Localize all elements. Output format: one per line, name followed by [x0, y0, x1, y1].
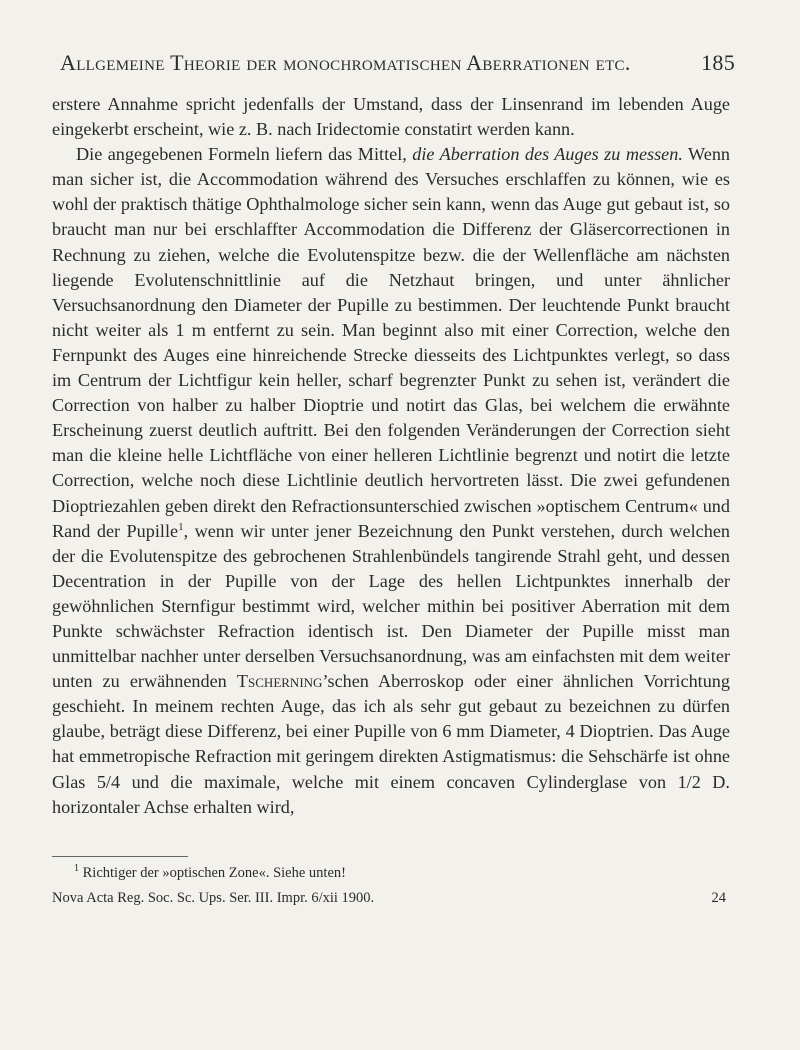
emphasis-phrase: die Aberration des Auges zu messen.	[412, 144, 683, 165]
page-number: 185	[701, 50, 735, 75]
body-text	[52, 92, 730, 820]
paragraph-1: erstere Annahme spricht jedenfalls der Umstand, dass der Linsenrand im lebenden Auge eingekerbt erscheint, wie z. B. nach Iridectomie constatirt werden kann.	[52, 94, 730, 140]
author-name: Tscherning	[236, 671, 323, 692]
footnote-rule	[52, 856, 188, 857]
paragraph-2: Die angegebenen Formeln liefern das Mittel, die Aberration des Auges zu messen. Wenn man sicher ist, die Accommodation während des Versuches erschlaffen zu können, wie es wohl der praktisch thätige Ophthalmologe sicher sein kann, wenn das Auge gut gebaut ist, so braucht man nur bei erschlaffter Accommodation die Differenz der Gläsercorrectionen in Rechnung zu ziehen, welche die Evolutenspitze bezw. die der Wellenfläche am nächsten liegende Evolutenschnittlinie auf die Netzhaut bringen, und unter ähnlicher Versuchsanordnung den Diameter der Pupille zu bestimmen. Der leuchtende Punkt braucht nicht weiter als 1 m entfernt zu sein. Man beginnt also mit einer Correction, welche den Fernpunkt des Auges eine hinreichende Strecke diesseits des Lichtpunktes verlegt, so dass im Centrum der Lichtfigur kein heller, scharf begrenzter Punkt zu sehen ist, verändert die Correction von halber zu halber Dioptrie und notirt das Glas, bei welchem die erwähnte Erscheinung zuerst deutlich auftritt. Bei den folgenden Veränderungen der Correction sieht man die kleine helle Lichtfläche von einer helleren Lichtlinie begrenzt und notirt die letzte Correction, welche noch diese Lichtlinie deutlich hervortreten lässt. Die zwei gefundenen Dioptriezahlen geben direkt den Refractionsunterschied zwischen »optischem Centrum« und Rand der Pupille$^1$, wenn wir unter jener Bezeichnung den Punkt verstehen, durch welchen der die Evolutenspitze des gebrochenen Strahlenbündels tangirende Strahl geht, und dessen Decentration in der Pupille von der Lage des hellen Lichtpunktes innerhalb der gewöhnlichen Sternfigur bestimmt wird, welcher mithin bei positiver Aberration mit dem Punkte schwächster Refraction identisch ist. Den Diameter der Pupille misst man unmittelbar nachher unter derselben Versuchsanordnung, was am einfachsten mit dem weiter unten zu erwähnenden Tscherning’schen Aberroskop oder einer ähnlichen Vorrichtung geschieht. In meinem rechten Auge, das ich als sehr gut gebaut zu bezeichnen zu dürfen glaube, beträgt diese Differenz, bei einer Pupille von 6 mm Diameter, 4 Dioptrien. Das Auge hat emmetropische Refraction mit geringem direkten Astigmatismus: die Sehschärfe ist ohne Glas 5/4 und die maximale, welche mit einem concaven Cylinderglase von 1/2 D. horizontaler Achse erhalten wird,	[52, 144, 731, 817]
footnote-text: Richtiger der »optischen Zone«. Siehe unten!	[82, 865, 346, 881]
fraction-five-quarters: 5/4	[96, 771, 121, 792]
footnote-reference: 1	[178, 520, 184, 533]
running-title: Allgemeine Theorie der monochromatischen Aberrationen etc.	[60, 50, 631, 75]
footnote	[74, 863, 724, 883]
imprint-line	[52, 888, 730, 908]
running-header	[60, 50, 735, 76]
fraction-one-half: 1/2	[677, 771, 701, 792]
imprint-text: Nova Acta Reg. Soc. Sc. Ups. Ser. III. Impr. 6/xii 1900.	[52, 890, 375, 906]
signature-mark: 24	[711, 890, 726, 906]
footnote-mark: 1	[74, 863, 79, 875]
